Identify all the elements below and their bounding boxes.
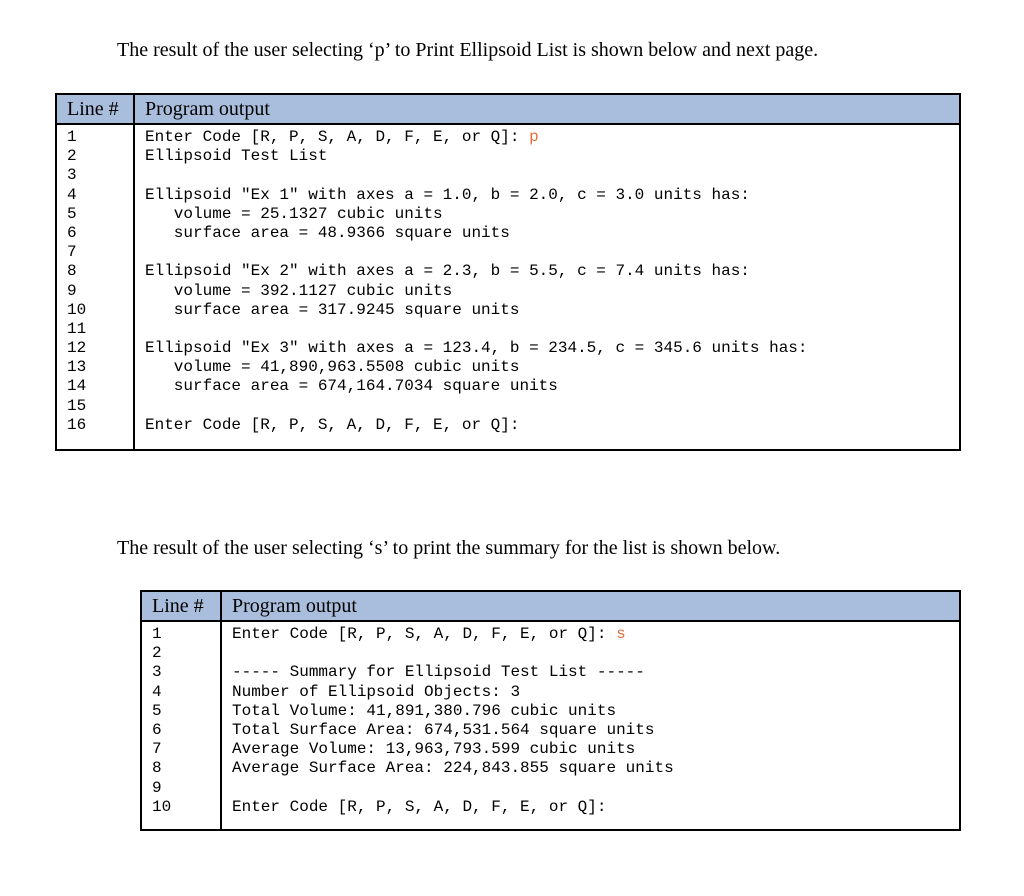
table-body-row	[141, 621, 960, 830]
program-output-header: Program output	[221, 591, 960, 621]
output-line-text: Enter Code [R, P, S, A, D, F, E, or Q]:	[145, 128, 530, 146]
line-number: 14	[67, 377, 87, 396]
output-line	[145, 282, 959, 301]
line-number: 10	[152, 797, 172, 816]
output-line-text: Ellipsoid "Ex 1" with axes a = 1.0, b = 2.0, c = 3.0 units has:	[145, 185, 750, 204]
line-number-header: Line #	[141, 591, 221, 621]
output-line	[145, 262, 959, 281]
output-line	[145, 416, 959, 435]
output-line-text: Enter Code [R, P, S, A, D, F, E, or Q]:	[232, 797, 607, 816]
line-number: 8	[67, 262, 77, 281]
output-line-text: Number of Ellipsoid Objects: 3	[232, 682, 521, 701]
output-line	[232, 644, 959, 663]
program-output-column	[221, 621, 960, 830]
line-number: 4	[152, 682, 162, 701]
line-number: 10	[67, 300, 87, 319]
user-input-text: p	[529, 128, 539, 146]
output-line-text: surface area = 48.9366 square units	[145, 223, 510, 242]
output-line-text: Average Surface Area: 224,843.855 square units	[232, 759, 674, 778]
output-line	[232, 721, 959, 740]
line-numbers-column	[56, 124, 134, 450]
intro-text-print-list: The result of the user selecting ‘p’ to Print Ellipsoid List is shown below and next page.	[117, 39, 819, 61]
line-number: 4	[67, 185, 77, 204]
output-line	[145, 339, 959, 358]
line-number: 6	[67, 223, 77, 242]
output-line-text: Enter Code [R, P, S, A, D, F, E, or Q]:	[232, 625, 617, 643]
output-line-text: Total Volume: 41,891,380.796 cubic units	[232, 701, 617, 720]
summary-output-table	[140, 590, 961, 831]
output-line	[232, 683, 959, 702]
output-line-text: Ellipsoid "Ex 3" with axes a = 123.4, b = 234.5, c = 345.6 units has:	[145, 339, 808, 358]
output-line	[145, 243, 959, 262]
output-line	[145, 224, 959, 243]
line-number: 5	[152, 701, 162, 720]
output-line	[232, 663, 959, 682]
output-line-text: surface area = 674,164.7034 square units	[145, 377, 558, 396]
output-line-text: Total Surface Area: 674,531.564 square units	[232, 720, 655, 739]
table-header-row	[56, 94, 960, 124]
program-output-column	[134, 124, 960, 450]
user-input-text: s	[616, 625, 626, 643]
output-line	[145, 358, 959, 377]
print-list-output-table	[55, 93, 961, 451]
line-number: 16	[67, 415, 87, 434]
table-body-row	[56, 124, 960, 450]
line-number: 11	[67, 319, 87, 338]
line-number-header: Line #	[56, 94, 134, 124]
line-number: 3	[67, 166, 77, 185]
line-numbers-column	[141, 621, 221, 830]
line-number: 8	[152, 759, 162, 778]
line-number: 7	[67, 243, 77, 262]
line-number: 12	[67, 339, 87, 358]
output-line	[145, 205, 959, 224]
line-number: 13	[67, 358, 87, 377]
intro-text-summary: The result of the user selecting ‘s’ to print the summary for the list is shown below.	[117, 537, 781, 559]
line-number: 9	[152, 778, 162, 797]
line-number: 7	[152, 740, 162, 759]
line-number: 6	[152, 720, 162, 739]
output-line-text: Average Volume: 13,963,793.599 cubic units	[232, 740, 636, 759]
output-line-text: surface area = 317.9245 square units	[145, 300, 520, 319]
line-number: 3	[152, 663, 162, 682]
output-line	[145, 320, 959, 339]
line-number: 2	[152, 644, 162, 663]
line-number: 15	[67, 396, 87, 415]
program-output-text	[222, 622, 959, 829]
output-line-text: volume = 41,890,963.5508 cubic units	[145, 358, 520, 377]
line-numbers	[57, 125, 133, 449]
line-number: 1	[67, 128, 77, 146]
line-number: 5	[67, 204, 77, 223]
line-numbers	[142, 622, 220, 829]
output-line	[232, 798, 959, 817]
output-line	[232, 779, 959, 798]
output-line	[145, 397, 959, 416]
line-number: 9	[67, 281, 77, 300]
output-line	[145, 128, 959, 147]
output-line	[145, 301, 959, 320]
output-line	[232, 759, 959, 778]
output-line	[145, 166, 959, 185]
output-line	[232, 702, 959, 721]
output-line	[145, 186, 959, 205]
output-line-text: ----- Summary for Ellipsoid Test List -----	[232, 663, 645, 682]
line-number: 2	[67, 147, 77, 166]
output-line-text: Ellipsoid Test List	[145, 147, 328, 166]
program-output-text	[135, 125, 959, 449]
table-header-row	[141, 591, 960, 621]
output-line	[145, 377, 959, 396]
output-line	[145, 147, 959, 166]
output-line-text: Enter Code [R, P, S, A, D, F, E, or Q]:	[145, 415, 520, 434]
output-line	[232, 740, 959, 759]
output-line-text: volume = 392.1127 cubic units	[145, 281, 453, 300]
line-number: 1	[152, 625, 162, 643]
output-line-text: volume = 25.1327 cubic units	[145, 204, 443, 223]
program-output-header: Program output	[134, 94, 960, 124]
output-line	[232, 625, 959, 644]
output-line-text: Ellipsoid "Ex 2" with axes a = 2.3, b = 5.5, c = 7.4 units has:	[145, 262, 750, 281]
